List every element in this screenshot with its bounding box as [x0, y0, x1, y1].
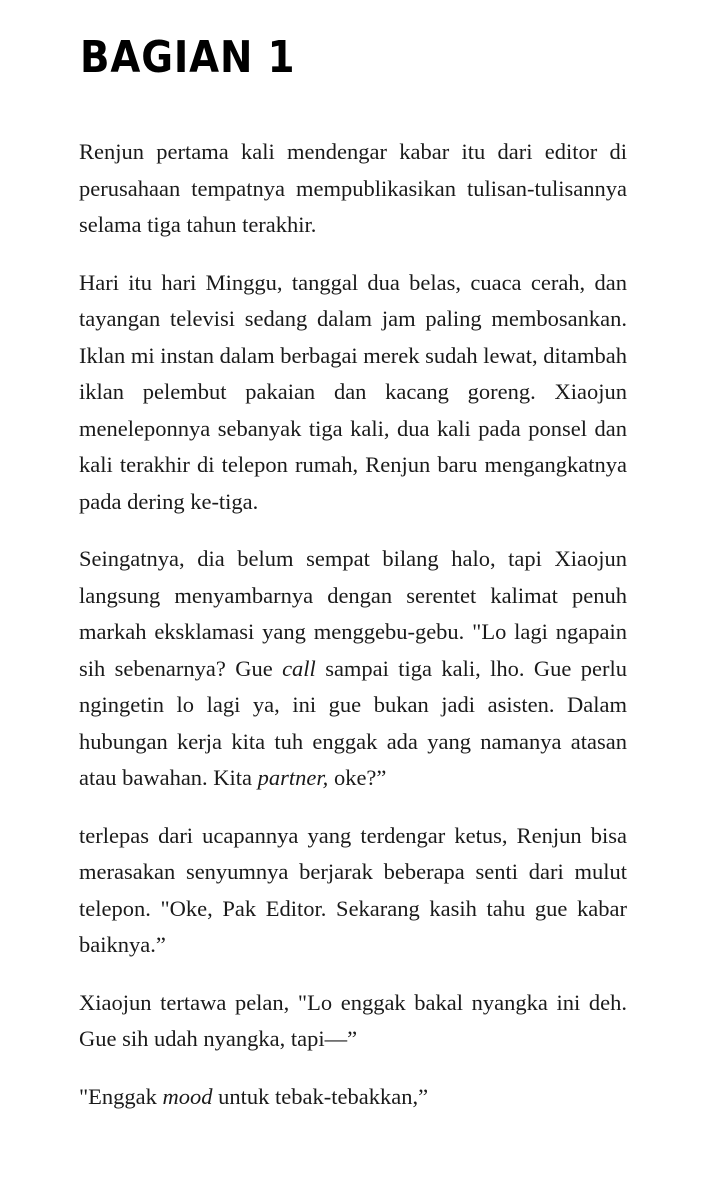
text-run: oke?”	[328, 765, 387, 790]
story-body	[79, 134, 627, 1115]
text-run: Seingatnya, dia belum sempat bilang halo, tapi Xiaojun langsung menyambarnya dengan serentet kalimat penuh markah eksklamasi yang menggebu-gebu. "Lo lagi ngapain sih sebenarnya? Gue	[79, 546, 627, 681]
chapter-title: BAGIAN 1	[80, 32, 296, 83]
italic-text-run: mood	[162, 1083, 213, 1109]
text-run: sampai tiga kali, lho. Gue perlu ngingetin lo lagi ya, ini gue bukan jadi asisten. Dalam hubungan kerja kita tuh enggak ada yang namanya atasan atau bawahan. Kita	[79, 655, 627, 790]
text-run: untuk tebak-tebakkan,”	[212, 1083, 429, 1109]
paragraph-5	[79, 985, 627, 1058]
paragraph-1	[79, 134, 627, 244]
text-run: "Enggak	[79, 1083, 163, 1109]
paragraph-4	[79, 818, 627, 964]
paragraph-2	[79, 265, 627, 521]
text-run: Renjun pertama kali mendengar kabar itu dari editor di perusahaan tempatnya mempublikasikan tulisan-tulisannya selama tiga tahun terakhir.	[79, 139, 627, 237]
italic-text-run: call	[282, 655, 316, 681]
text-run: Hari itu hari Minggu, tanggal dua belas, cuaca cerah, dan tayangan televisi sedang dalam jam paling membosankan. Iklan mi instan dalam berbagai merek sudah lewat, ditambah iklan pelembut pakaian dan kacang goreng. Xiaojun meneleponnya sebanyak tiga kali, dua kali pada ponsel dan kali terakhir di telepon rumah, Renjun baru mengangkatnya pada dering ke-tiga.	[79, 269, 627, 514]
text-run: terlepas dari ucapannya yang terdengar ketus, Renjun bisa merasakan senyumnya berjarak beberapa senti dari mulut telepon. "Oke, Pak Editor. Sekarang kasih tahu gue kabar baiknya.”	[79, 822, 627, 957]
text-run: Xiaojun tertawa pelan, "Lo enggak bakal nyangka ini deh. Gue sih udah nyangka, tapi—”	[79, 989, 627, 1051]
paragraph-6	[79, 1079, 627, 1116]
paragraph-3	[79, 541, 627, 797]
italic-text-run: partner,	[257, 765, 329, 790]
